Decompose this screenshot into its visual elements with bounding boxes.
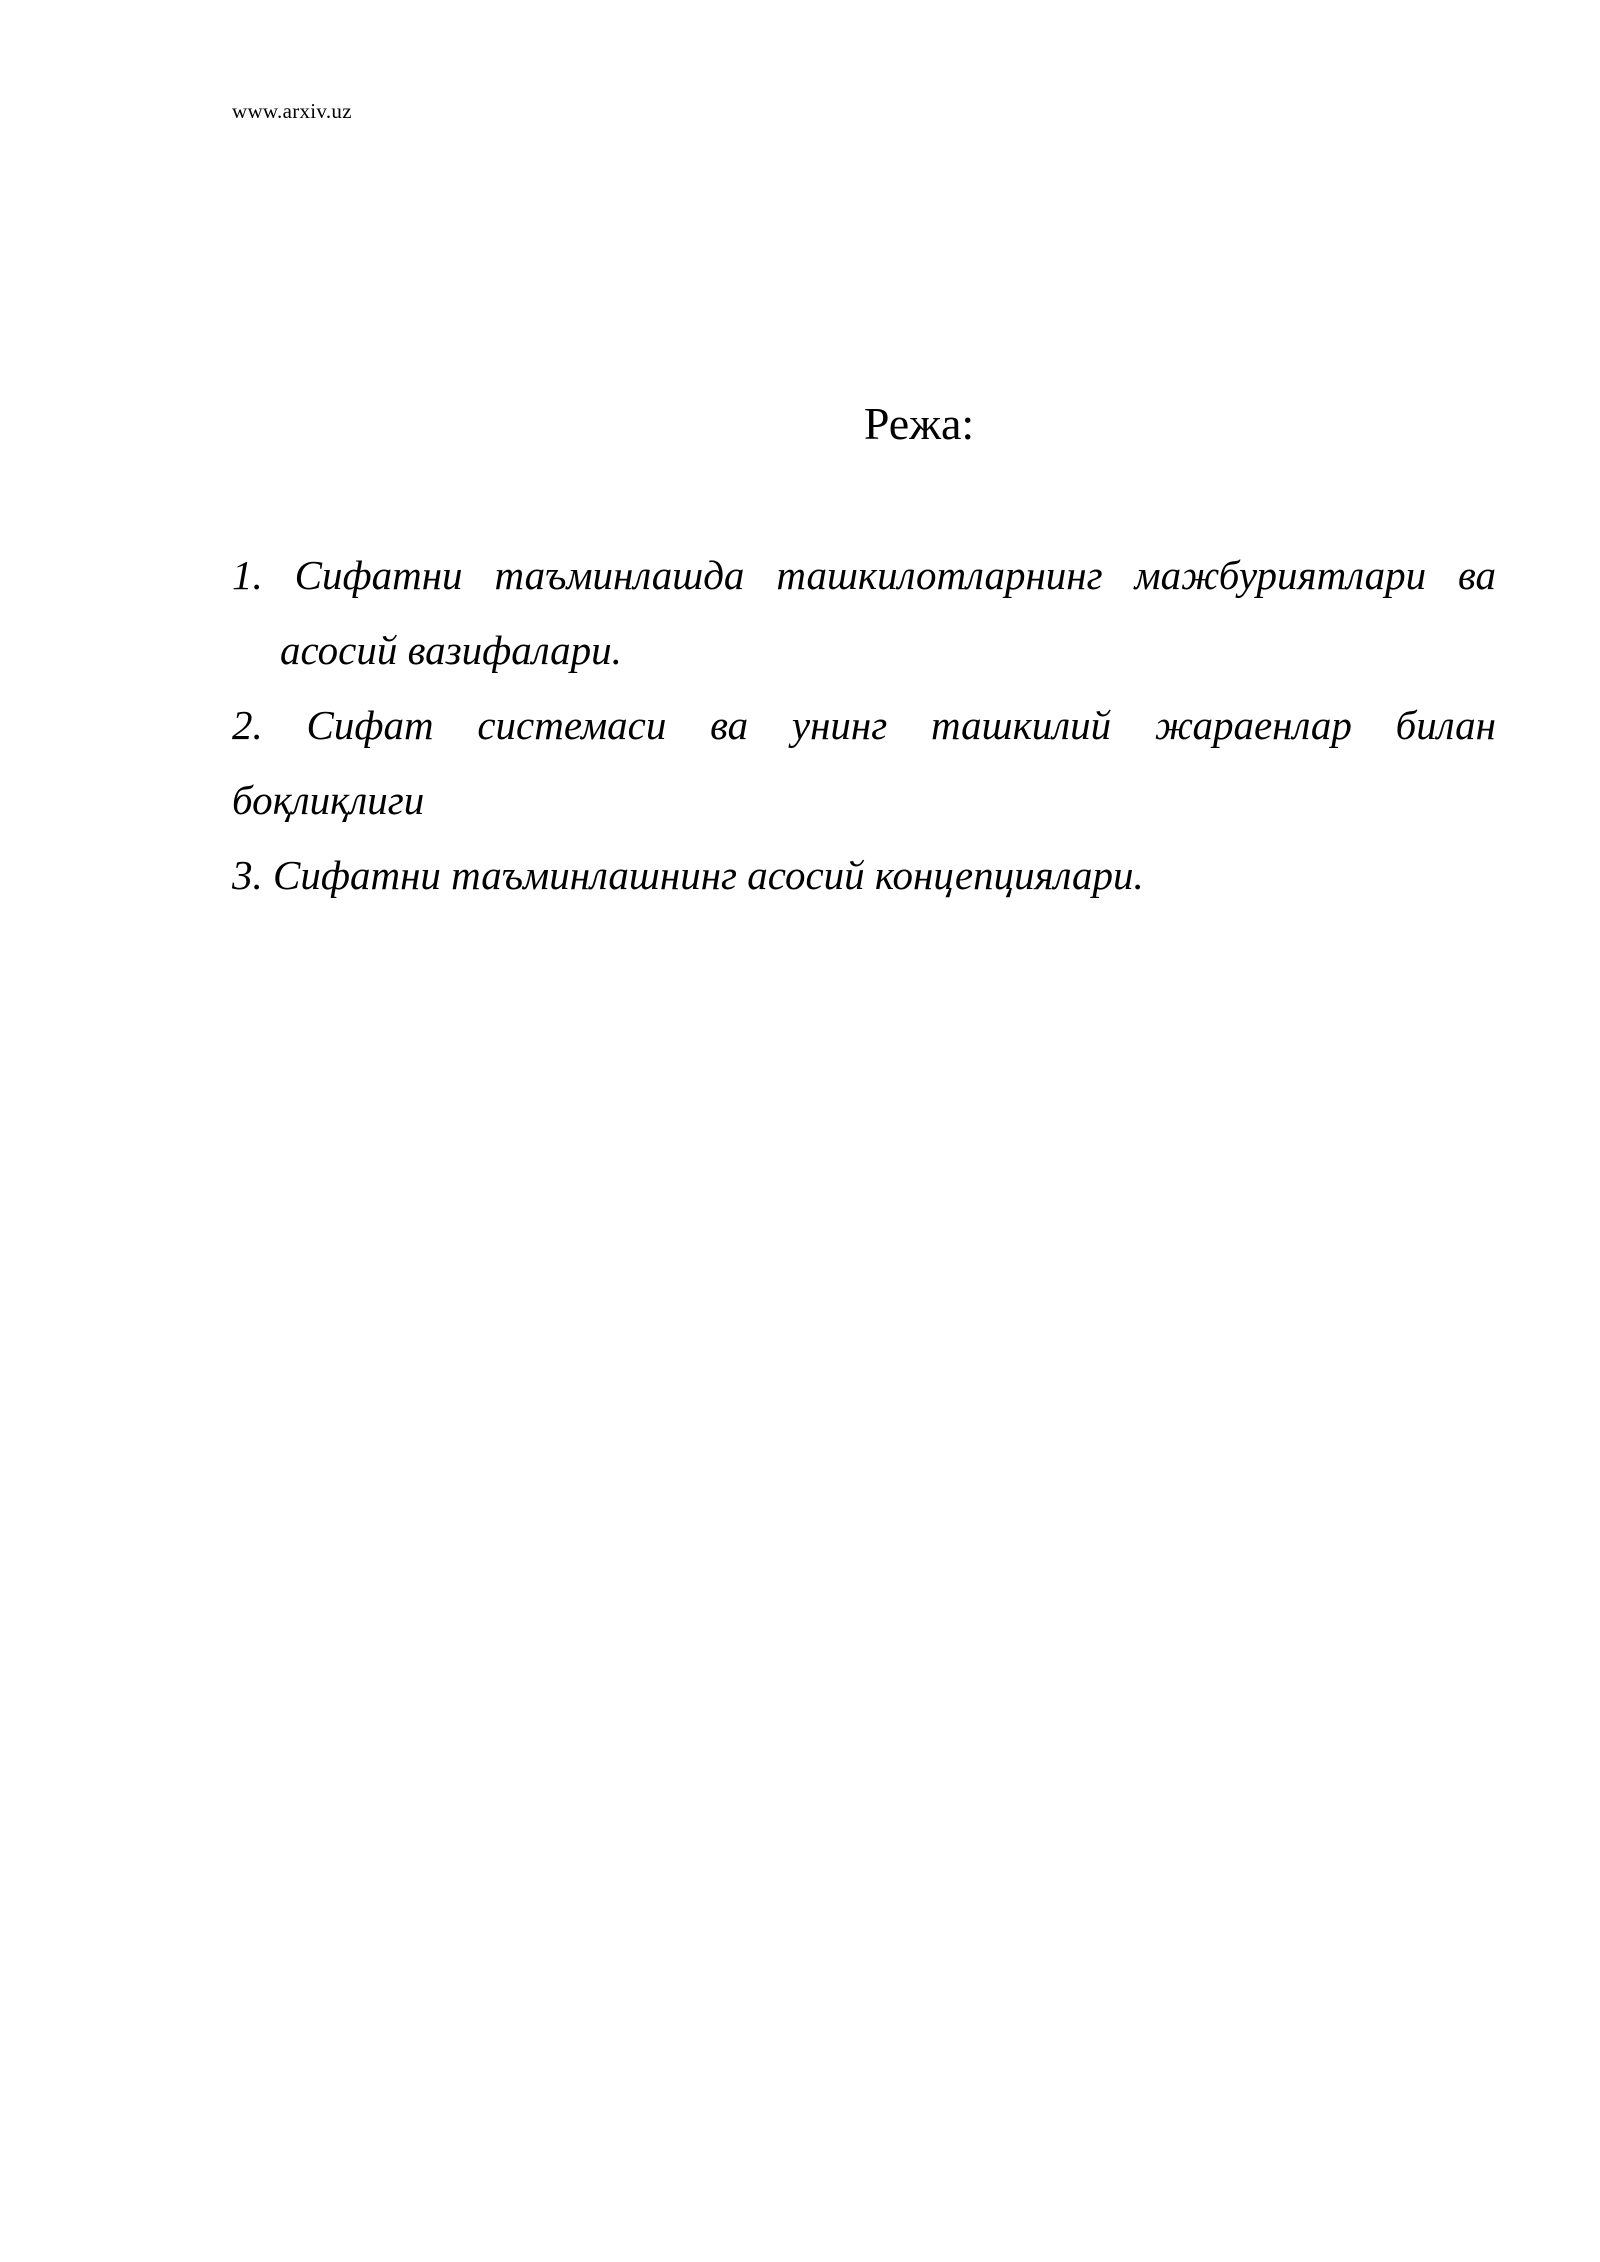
plan-item-1-line-1: 1. Сифатни таъминлашда ташкилотларнинг мажбуриятлари ва — [232, 552, 1496, 598]
plan-item-1-line-2: асосий вазифалари. — [280, 627, 622, 673]
plan-item-3-line-1: 3. Сифатни таъминлашнинг асосий концепциялари. — [232, 852, 1144, 898]
plan-item-2-line-2: боқлиқлиги — [232, 777, 425, 823]
plan-item-2-line-1: 2. Сифат системаси ва унинг ташкилий жараенлар билан — [232, 702, 1496, 748]
plan-item-3 — [232, 838, 1496, 913]
plan-item-2 — [232, 688, 1496, 838]
plan-item-1 — [232, 538, 1496, 688]
plan-list — [232, 538, 1496, 913]
plan-title: Режа: — [863, 398, 975, 449]
header-url: www.arxiv.uz — [232, 99, 352, 123]
